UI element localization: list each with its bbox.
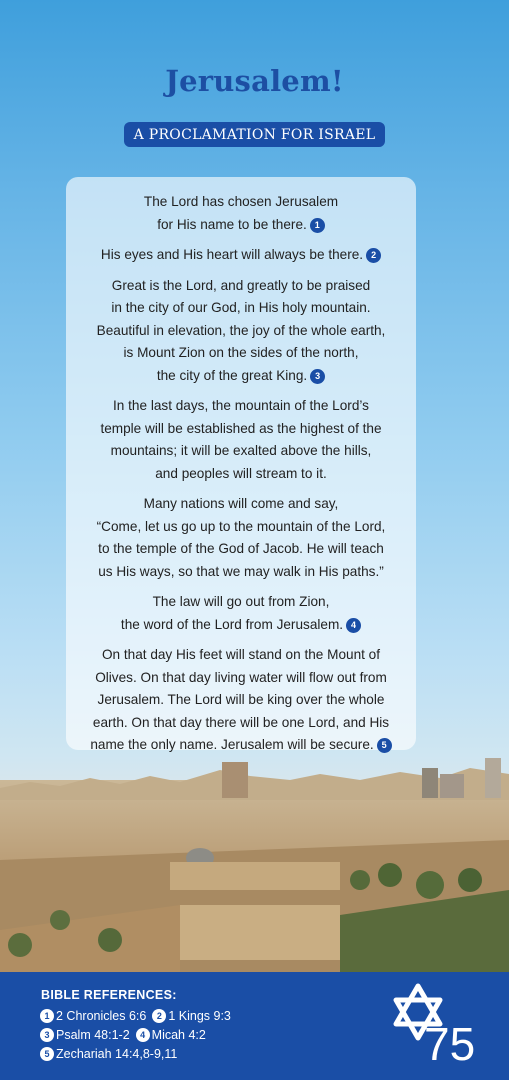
- proclamation-stanza: [66, 395, 416, 485]
- reference-number-badge: 5: [377, 738, 392, 753]
- stanza-line: to the temple of the God of Jacob. He will teach: [98, 541, 384, 556]
- stanza-line: Great is the Lord, and greatly to be praised: [111, 277, 371, 293]
- jerusalem-cityscape-image: [0, 740, 509, 972]
- logo-number: 75: [424, 1018, 476, 1070]
- stanza-line: Jerusalem. The Lord will be king over the whole: [97, 692, 385, 707]
- stanza-line: the city of the great King.: [156, 367, 308, 383]
- reference-number-badge: 2: [366, 248, 381, 263]
- proclamation-stanza: [66, 591, 416, 636]
- reference-number-badge: 1: [40, 1009, 54, 1023]
- proclamation-stanza: [66, 275, 416, 388]
- proclamation-stanza: [66, 244, 416, 267]
- stanza-line: the word of the Lord from Jerusalem.: [120, 616, 344, 632]
- subtitle-badge: A PROCLAMATION FOR ISRAEL: [124, 122, 386, 147]
- stanza-line: The law will go out from Zion,: [152, 594, 330, 609]
- star-of-david-75-logo: [388, 982, 483, 1070]
- stanza-line: Beautiful in elevation, the joy of the whole earth,: [96, 322, 386, 338]
- reference-number-badge: 5: [40, 1047, 54, 1061]
- stanza-line: Many nations will come and say,: [143, 496, 339, 511]
- proclamation-stanza: [66, 191, 416, 236]
- proclamation-stanza: [66, 493, 416, 583]
- stanza-line: is Mount Zion on the sides of the north,: [123, 345, 359, 360]
- reference-text: 2 Chronicles 6:6: [56, 1009, 147, 1023]
- reference-text: Micah 4:2: [151, 1028, 206, 1042]
- stanza-line: earth. On that day there will be one Lord, and His: [92, 714, 390, 730]
- reference-number-badge: 2: [152, 1009, 166, 1023]
- reference-row: [40, 1007, 237, 1026]
- stanza-line: temple will be established as the highest of the: [100, 420, 382, 436]
- reference-text: Psalm 48:1-2: [56, 1028, 130, 1042]
- proclamation-stanza: [66, 644, 416, 757]
- stanza-line: mountains; it will be exalted above the hills,: [110, 443, 372, 458]
- reference-row: [40, 1045, 237, 1064]
- bible-references-heading: BIBLE REFERENCES:: [41, 988, 177, 1002]
- reference-number-badge: 3: [310, 369, 325, 384]
- page-title: Jerusalem!: [165, 64, 344, 98]
- stanza-line: “Come, let us go up to the mountain of the Lord,: [96, 518, 386, 534]
- bible-references-list: [40, 1007, 237, 1064]
- stanza-line: and peoples will stream to it.: [155, 465, 327, 481]
- reference-item: [40, 1045, 177, 1064]
- stanza-line: Olives. On that day living water will flow out from: [95, 669, 387, 685]
- reference-number-badge: 3: [40, 1028, 54, 1042]
- reference-item: [136, 1026, 206, 1045]
- reference-text: 1 Kings 9:3: [168, 1009, 231, 1023]
- stanza-line: In the last days, the mountain of the Lord’s: [113, 398, 369, 413]
- stanza-line: for His name to be there.: [157, 216, 307, 232]
- reference-number-badge: 4: [346, 618, 361, 633]
- reference-row: [40, 1026, 237, 1045]
- stanza-line: in the city of our God, in His holy mountain.: [111, 300, 371, 315]
- reference-item: [152, 1007, 231, 1026]
- reference-item: [40, 1007, 146, 1026]
- reference-item: [40, 1026, 130, 1045]
- reference-number-badge: 1: [310, 218, 325, 233]
- stanza-line: us His ways, so that we may walk in His paths.”: [98, 563, 384, 579]
- stanza-line: The Lord has chosen Jerusalem: [143, 194, 339, 209]
- stanza-line: name the only name. Jerusalem will be secure.: [90, 737, 374, 752]
- stanza-line: His eyes and His heart will always be there.: [100, 247, 364, 262]
- reference-text: Zechariah 14:4,8-9,11: [56, 1047, 178, 1061]
- stanza-line: On that day His feet will stand on the Mount of: [101, 647, 381, 662]
- reference-number-badge: 4: [136, 1028, 150, 1042]
- proclamation-panel: [66, 177, 416, 750]
